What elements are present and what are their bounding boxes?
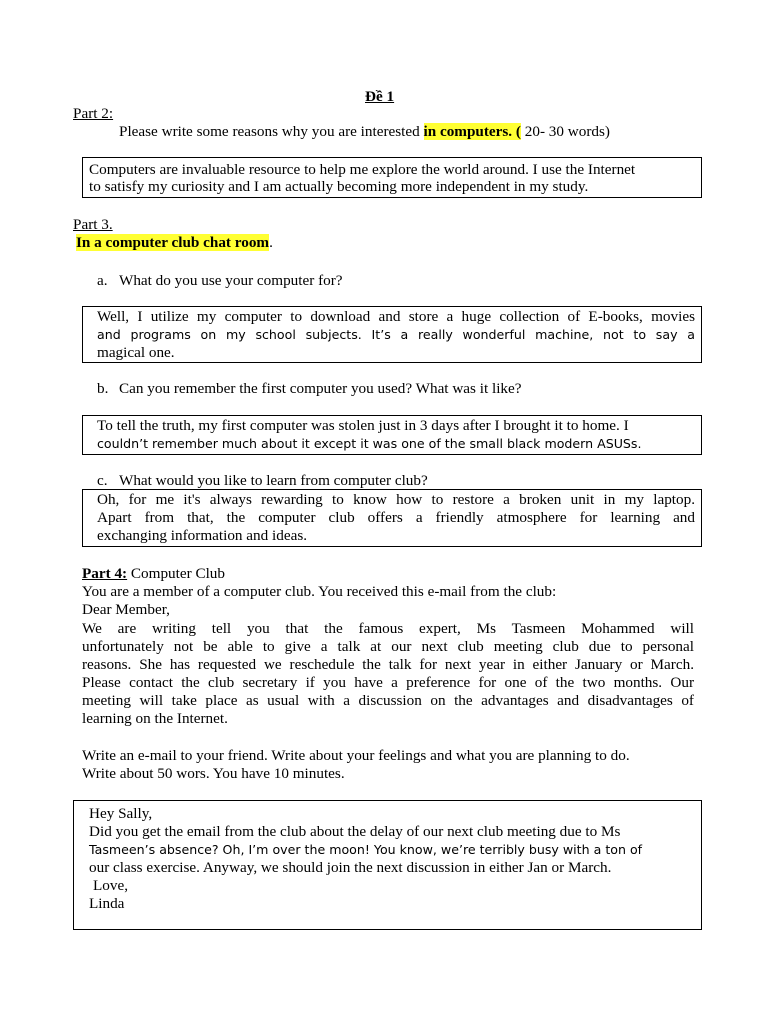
part3-subtitle — [76, 234, 273, 252]
reply-greeting: Hey Sally, — [89, 805, 153, 822]
answer-line: magical one. — [97, 344, 175, 361]
answer-line: Well, I utilize my computer to download and store a huge collection of E-books, movies — [97, 308, 695, 325]
part2-answer-box — [82, 157, 702, 198]
question-b — [97, 380, 522, 398]
question-text: What would you like to learn from computer club? — [119, 472, 428, 489]
answer-c-box — [82, 489, 702, 547]
part4-heading-label: Part 4: — [82, 565, 128, 582]
page-title: Đề 1 — [365, 88, 395, 105]
question-text: Can you remember the first computer you used? What was it like? — [119, 380, 522, 397]
reply-line: Tasmeen’s absence? Oh, I’m over the moon! You know, we’re terribly busy with a ton of — [89, 842, 643, 857]
part2-prompt-text: Please write some reasons why you are interested — [119, 123, 424, 140]
part2-answer-line: Computers are invaluable resource to help me explore the world around. I use the Internet — [89, 161, 636, 178]
email-body-line: learning on the Internet. — [82, 710, 228, 727]
part4-heading — [82, 565, 225, 583]
email-body-line: unfortunately not be able to give a talk at our next club meeting club due to personal — [82, 638, 694, 655]
part3-subtitle-highlight: In a computer club chat room — [76, 234, 270, 251]
task-line: Write about 50 wors. You have 10 minutes. — [82, 765, 345, 782]
answer-line: couldn’t remember much about it except it was one of the small black modern ASUSs. — [97, 436, 642, 451]
answer-line: Apart from that, the computer club offers a friendly atmosphere for learning and — [97, 509, 695, 526]
answer-line: and programs on my school subjects. It’s a really wonderful machine, not to say a — [97, 327, 695, 342]
answer-line: Oh, for me it's always rewarding to know how to restore a broken unit in my laptop. — [97, 491, 695, 508]
reply-signature: Linda — [89, 895, 125, 912]
part4-intro: You are a member of a computer club. You received this e-mail from the club: — [82, 583, 557, 600]
question-text: What do you use your computer for? — [119, 272, 343, 289]
reply-closing: Love, — [93, 877, 129, 894]
part2-answer-line: to satisfy my curiosity and I am actually becoming more independent in my study. — [89, 178, 589, 195]
part2-prompt-tail: 20- 30 words) — [520, 123, 610, 140]
question-marker: a. — [97, 272, 108, 289]
reply-line: our class exercise. Anyway, we should join the next discussion in either Jan or March. — [89, 859, 612, 876]
part2-prompt — [119, 123, 610, 141]
answer-line: To tell the truth, my first computer was stolen just in 3 days after I brought it to home. I — [97, 417, 629, 434]
email-greeting: Dear Member, — [82, 601, 170, 618]
email-body-line: meeting will take place as usual with a discussion on the advantages and disadvantages of — [82, 692, 694, 709]
question-marker: b. — [97, 380, 109, 397]
answer-a-box — [82, 306, 702, 363]
task-line: Write an e-mail to your friend. Write about your feelings and what you are planning to do. — [82, 747, 630, 764]
answer-line: exchanging information and ideas. — [97, 527, 308, 544]
part3-heading: Part 3. — [73, 216, 113, 233]
part2-heading: Part 2: — [73, 105, 114, 122]
part4-heading-rest: Computer Club — [127, 565, 225, 582]
email-body-line: Please contact the club secretary if you have a preference for one of the two months. Our — [82, 674, 694, 691]
part3-subtitle-end: . — [269, 234, 273, 251]
question-a — [97, 272, 343, 290]
reply-email-box — [73, 800, 702, 930]
reply-line: Did you get the email from the club about the delay of our next club meeting due to Ms — [89, 823, 621, 840]
email-body-line: We are writing tell you that the famous expert, Ms Tasmeen Mohammed will — [82, 620, 694, 637]
email-body-line: reasons. She has requested we reschedule the talk for next year in either January or March. — [82, 656, 694, 673]
part2-prompt-highlight: in computers. ( — [423, 123, 521, 140]
question-marker: c. — [97, 472, 108, 489]
answer-b-box — [82, 415, 702, 455]
question-c — [97, 472, 428, 490]
